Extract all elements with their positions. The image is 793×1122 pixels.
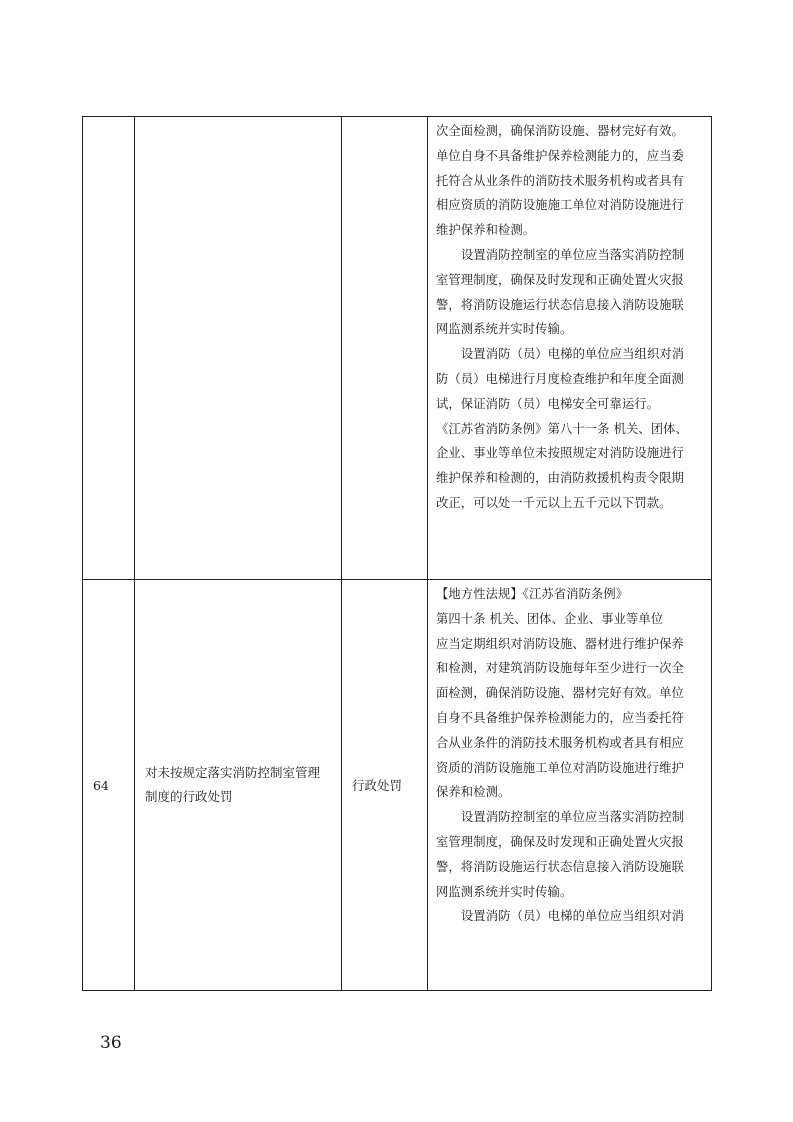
penalty-type-cell	[342, 117, 428, 580]
legal-basis-line: 应当定期组织对消防设施、器材进行维护保养	[436, 636, 684, 651]
legal-basis-line: 相应资质的消防设施施工单位对消防设施进行	[436, 198, 684, 213]
legal-basis-text	[436, 582, 703, 929]
legal-basis-line: 警，将消防设施运行状态信息接入消防设施联	[436, 297, 684, 312]
legal-basis-line: 单位自身不具备维护保养检测能力的，应当委	[436, 148, 684, 163]
legal-basis-cell	[428, 580, 712, 991]
legal-basis-line: 次全面检测，确保消防设施、器材完好有效。	[436, 124, 684, 138]
sequence-cell: 64	[83, 580, 135, 991]
item-name-cell	[135, 117, 342, 580]
legal-basis-line: 企业、事业等单位未按照规定对消防设施进行	[436, 446, 684, 461]
legal-basis-line: 和检测，对建筑消防设施每年至少进行一次全	[436, 661, 684, 676]
legal-basis-line: 自身不具备维护保养检测能力的，应当委托符	[436, 710, 684, 725]
legal-basis-line: 网监测系统并实时传输。	[436, 322, 573, 337]
legal-basis-line: 设置消防（员）电梯的单位应当组织对消	[461, 909, 685, 924]
legal-basis-line: 合从业条件的消防技术服务机构或者具有相应	[436, 735, 684, 750]
table-row	[83, 580, 712, 991]
legal-basis-line: 【地方性法规】《江苏省消防条例》	[436, 587, 629, 601]
legal-basis-line: 试，保证消防（员）电梯安全可靠运行。	[436, 396, 660, 411]
legal-basis-line: 托符合从业条件的消防技术服务机构或者具有	[436, 173, 684, 188]
legal-basis-line: 设置消防（员）电梯的单位应当组织对消	[461, 347, 685, 362]
page-number: 36	[100, 1033, 122, 1053]
legal-basis-line: 室管理制度，确保及时发现和正确处置火灾报	[436, 834, 684, 849]
legal-basis-line: 维护保养和检测的，由消防救援机构责令限期	[436, 471, 684, 486]
legal-basis-line: 室管理制度，确保及时发现和正确处置火灾报	[436, 272, 684, 287]
legal-basis-line: 面检测，确保消防设施、器材完好有效。单位	[436, 686, 684, 701]
legal-basis-line: 保养和检测。	[436, 785, 511, 800]
penalty-table	[82, 116, 712, 991]
table-row	[83, 117, 712, 580]
legal-basis-line: 设置消防控制室的单位应当落实消防控制	[461, 810, 685, 825]
legal-basis-line: 网监测系统并实时传输。	[436, 884, 573, 899]
legal-basis-line: 《江苏省消防条例》第八十一条 机关、团体、	[436, 421, 688, 436]
legal-basis-line: 资质的消防设施施工单位对消防设施进行维护	[436, 760, 684, 775]
legal-basis-line: 改正，可以处一千元以上五千元以下罚款。	[436, 495, 672, 510]
legal-basis-line: 防（员）电梯进行月度检查维护和年度全面测	[436, 371, 684, 386]
sequence-cell	[83, 117, 135, 580]
legal-basis-line: 警，将消防设施运行状态信息接入消防设施联	[436, 859, 684, 874]
legal-basis-text	[436, 119, 703, 516]
penalty-type-cell: 行政处罚	[342, 580, 428, 991]
legal-basis-line: 设置消防控制室的单位应当落实消防控制	[461, 247, 685, 262]
item-name-cell: 对未按规定落实消防控制室管理制度的行政处罚	[135, 580, 342, 991]
legal-basis-line: 第四十条 机关、团体、企业、事业等单位	[436, 611, 664, 626]
legal-basis-line: 维护保养和检测。	[436, 223, 536, 238]
legal-basis-cell	[428, 117, 712, 580]
